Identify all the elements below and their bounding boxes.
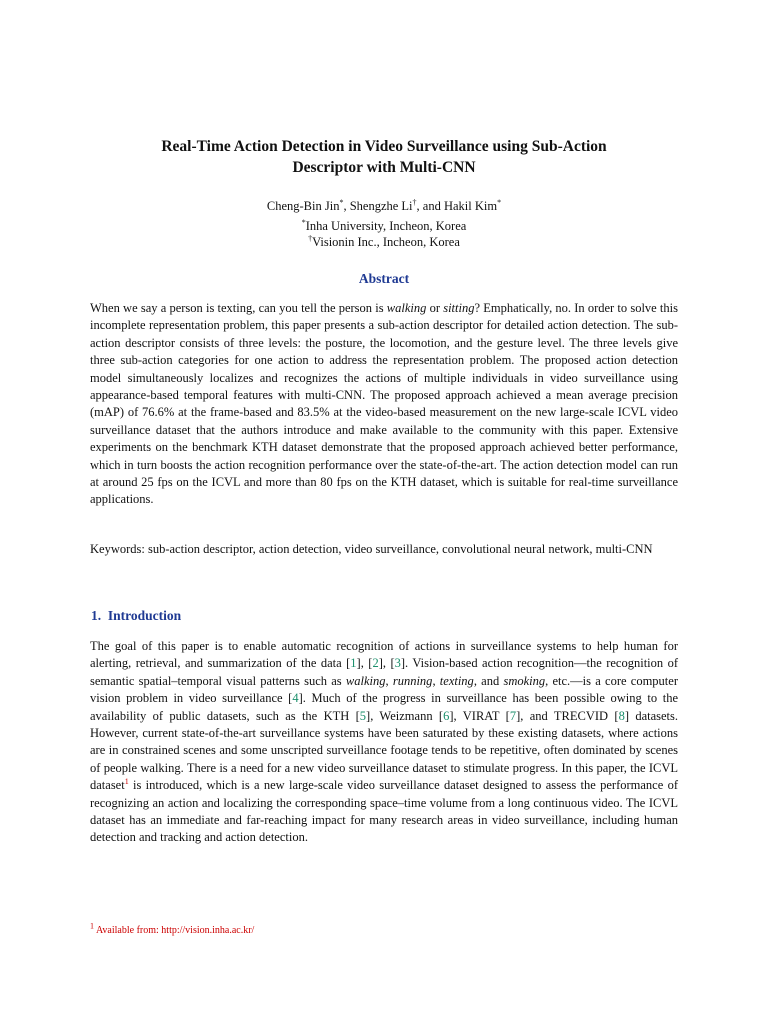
abstract-emphasis: sitting xyxy=(443,301,475,315)
introduction-text xyxy=(90,638,678,847)
citation-link[interactable]: 8 xyxy=(618,708,625,723)
citation-link[interactable]: 4 xyxy=(292,691,299,706)
author-3-mark: * xyxy=(497,197,502,207)
author-2: Shengzhe Li xyxy=(349,199,413,213)
intro-emphasis: texting xyxy=(439,673,474,688)
citation-link[interactable]: 3 xyxy=(394,656,401,671)
affiliation-mark: † xyxy=(308,233,313,243)
footnote-number: 1 xyxy=(90,921,94,931)
abstract-segment: or xyxy=(426,301,444,315)
affiliation-text: Visionin Inc., Incheon, Korea xyxy=(312,234,460,249)
intro-emphasis: walking xyxy=(345,673,386,688)
keywords: Keywords: sub-action descriptor, action detection, video surveillance, convolutional neural network, multi-CNN xyxy=(90,542,653,556)
intro-emphasis: smoking xyxy=(503,673,546,688)
affiliation-2 xyxy=(0,235,768,251)
author-1-mark: * xyxy=(339,197,344,207)
intro-segment: ], [ xyxy=(378,656,395,671)
title-line-2: Descriptor with Multi-CNN xyxy=(292,159,476,176)
intro-segment: , and xyxy=(473,673,504,688)
abstract-emphasis: walking xyxy=(386,301,427,315)
intro-segment: , etc.—is a core computer vision problem in video surveillance [ xyxy=(90,673,678,706)
author-separator: , xyxy=(343,199,350,213)
intro-segment: ] datasets. However, current state-of-the-art surveillance systems have been saturated by these existing datasets, where actions are in constrained scenes and some unscripted surveillance footage tends to be repetitive, often dominated by scenes of people walking. There is a need for a new video surveillance dataset to stimulate progress. In this paper, the ICVL dataset xyxy=(90,708,679,793)
author-3: Hakil Kim xyxy=(443,199,498,213)
intro-segment: ], [ xyxy=(356,656,373,671)
intro-segment: is introduced, which is a new large-scale video surveillance dataset designed to assess the performance of recognizing an action and localizing the corresponding space–time volume from a long continuous video. The ICVL dataset has an immediate and far-reaching impact for many research areas in video surveillance, including human detection and tracking and action detection. xyxy=(90,778,678,845)
footnote xyxy=(90,921,255,936)
abstract-heading: Abstract xyxy=(358,271,410,286)
footnote-link[interactable]: Available from: http://vision.inha.ac.kr/ xyxy=(94,925,255,936)
author-separator: , and xyxy=(416,199,444,213)
footnote-mark[interactable]: 1 xyxy=(124,777,129,787)
affiliations xyxy=(0,219,768,250)
abstract-segment: When we say a person is texting, can you tell the person is xyxy=(90,301,387,315)
paper-title xyxy=(0,136,768,178)
intro-segment: The goal of this paper is to enable automatic recognition of actions in surveillance systems to help human for alerting, retrieval, and summarization of the data [ xyxy=(90,639,678,671)
intro-segment: , xyxy=(432,673,440,688)
author-1: Cheng-Bin Jin xyxy=(266,199,340,213)
affiliation-mark: * xyxy=(301,217,306,227)
author-2-mark: † xyxy=(412,197,417,207)
affiliation-1 xyxy=(0,219,768,235)
citation-link[interactable]: 6 xyxy=(443,708,450,723)
intro-segment: ]. Much of the progress in surveillance has been possible owing to the availability of public datasets, such as the KTH [ xyxy=(90,691,678,723)
affiliation-text: Inha University, Incheon, Korea xyxy=(305,219,467,233)
intro-segment: ], Weizmann [ xyxy=(366,708,444,723)
introduction-heading: 1. Introduction xyxy=(91,608,182,623)
author-list xyxy=(0,198,768,214)
citation-link[interactable]: 5 xyxy=(359,708,367,723)
abstract-text xyxy=(90,300,678,509)
citation-link[interactable]: 7 xyxy=(509,708,517,723)
intro-emphasis: running xyxy=(392,673,433,688)
intro-segment: ]. Vision-based action recognition—the recognition of semantic spatial–temporal visual patterns such as xyxy=(90,656,679,688)
citation-link[interactable]: 2 xyxy=(372,656,379,671)
intro-segment: , xyxy=(385,673,393,688)
intro-segment: ], VIRAT [ xyxy=(449,708,510,723)
title-line-1: Real-Time Action Detection in Video Surveillance using Sub-Action xyxy=(161,138,607,155)
abstract-segment: ? Emphatically, no. In order to solve this incomplete representation problem, this paper presents a sub-action descriptor for detailed action detection. The sub-action descriptor consists of three levels: the posture, the locomotion, and the gesture level. The three levels give three sub-action categories for one action to address the representation problem. The proposed action detection model simultaneously localizes and recognizes the actions of multiple individuals in video surveillance using appearance-based temporal features with multi-CNN. The proposed approach achieved a mean average precision (mAP) of 76.6% at the frame-based and 83.5% at the video-based measurement on the new large-scale ICVL video surveillance dataset that the authors introduce and make available to the community with this paper. Extensive experiments on the benchmark KTH dataset demonstrate that the proposed approach achieved better performance, which in turn boosts the action recognition performance over the state-of-the-art. The action detection model can run at around 25 fps on the ICVL and more than 80 fps on the KTH dataset, which is suitable for real-time surveillance applications. xyxy=(90,301,678,507)
citation-link[interactable]: 1 xyxy=(350,656,357,671)
intro-segment: ], and TRECVID [ xyxy=(516,708,619,723)
